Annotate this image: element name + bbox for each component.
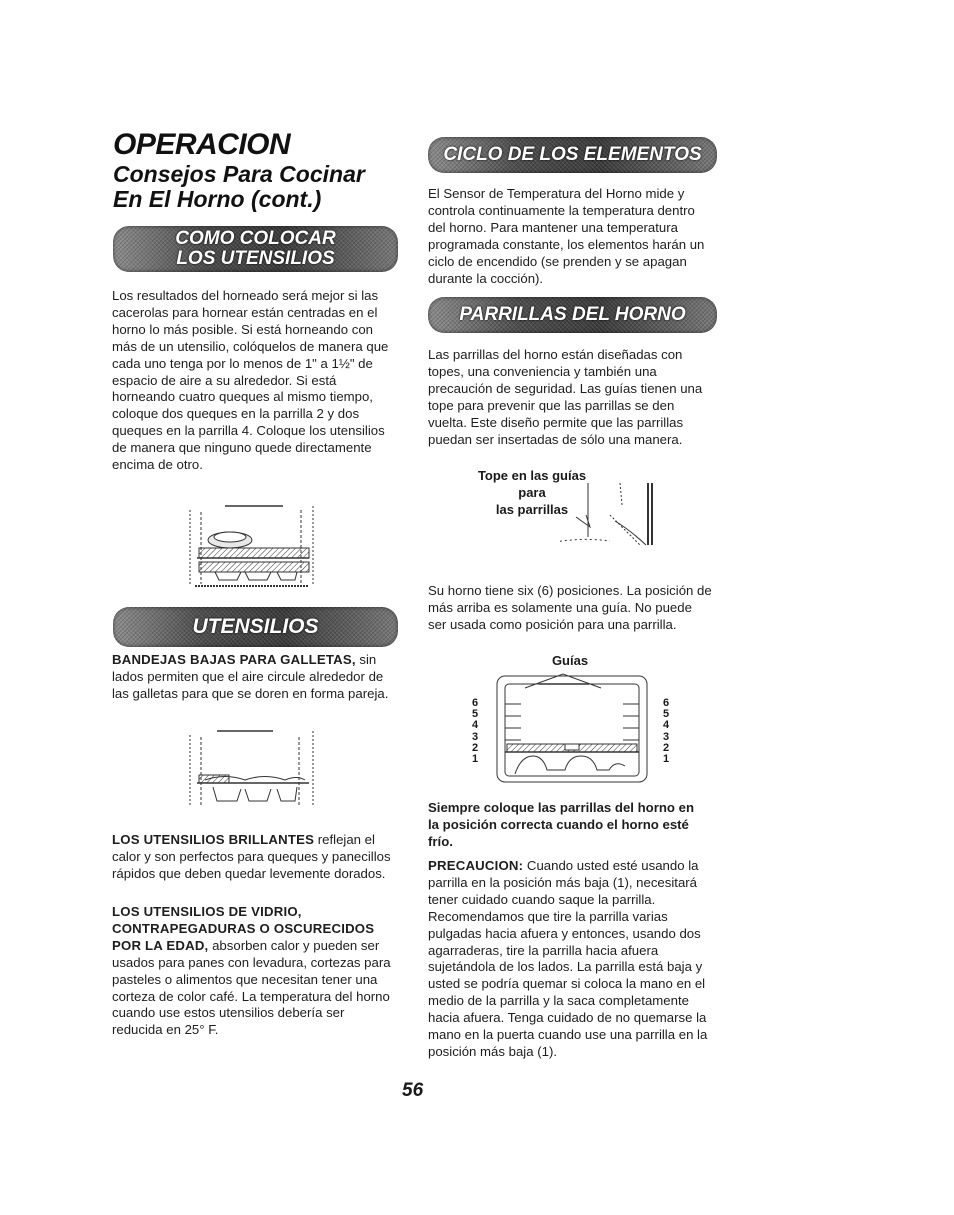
caption-line-3: las parrillas (495, 502, 569, 517)
banner-ciclo-label: CICLO DE LOS ELEMENTOS (443, 144, 702, 165)
rack-stop-figure (560, 475, 670, 555)
oven-guides-figure (485, 670, 655, 785)
paragraph-vidrio (112, 904, 397, 1039)
section-banner-utensilios (113, 607, 398, 647)
bandejas-label: BANDEJAS BAJAS PARA GALLETAS, (112, 652, 356, 667)
position-4-right: 4 (663, 719, 670, 732)
vidrio-text: absorben calor y pueden ser usados para panes con levadura, cortezas para pasteles o alimentos que necesitan tener una corteza de color café. La temperatura del horno cuando use estos utensilios debería ser reducida en 25° F. (112, 937, 391, 1038)
page-number: 56 (402, 1080, 424, 1101)
section-banner-parrillas (428, 297, 717, 333)
position-1-right: 1 (663, 753, 670, 766)
guides-label: Guías (551, 653, 589, 668)
positions-left (472, 698, 478, 765)
position-3-right: 3 (663, 730, 670, 743)
paragraph-posiciones: Su horno tiene six (6) posiciones. La posición de más arriba es solamente una guía. No puede ser usada como posición para una parrilla. (428, 583, 712, 632)
paragraph-parrillas: Las parrillas del horno están diseñadas con topes, una conveniencia y también una precaución de seguridad. Las guías tienen una tope para prevenir que las parrillas se den vuelta. Este diseño permite que las parrillas puedan ser insertadas de sólo una manera. (428, 347, 703, 447)
paragraph-brillantes (112, 832, 397, 883)
position-6-left: 6 (472, 697, 479, 709)
bandejas-text: sin lados permiten que el aire circule alrededor de las galletas para que se doren en forma pareja. (112, 652, 389, 701)
brillantes-label: LOS UTENSILIOS BRILLANTES (112, 832, 315, 847)
page-subtitle: Consejos Para Cocinar En El Horno (cont.) (113, 161, 365, 212)
cookie-sheet-figure (185, 725, 320, 810)
paragraph-precaucion (428, 858, 713, 1061)
vidrio-label: LOS UTENSILIOS DE VIDRIO, CONTRAPEGADURAS O OSCURECIDOS POR LA EDAD, (112, 904, 375, 953)
position-4-left: 4 (472, 719, 479, 732)
page-title: OPERACION (113, 128, 291, 161)
oven-cakes-figure (185, 500, 320, 592)
position-5-left: 5 (472, 708, 479, 721)
paragraph-ciclo: El Sensor de Temperatura del Horno mide y controla continuamente la temperatura dentro del horno. Para mantener una temperatura programada constante, los elementos harán un ciclo de encendido (se prenden y se apagan durante la cocción). (428, 186, 705, 286)
paragraph-como-colocar: Los resultados del horneado será mejor si las cacerolas para hornear están centradas en el horno lo más posible. Si está horneando con más de un utensilio, colóquelos de manera que cada uno tenga por lo menos de 1" a 1½" de espacio de aire a su alrededor. Si está horneando cuatro queques al mismo tiempo, coloque dos queques en la parrilla 2 y dos queques en la parrilla 4. Coloque los utensilios de manera que ninguno quede directamente encima de otro. (112, 288, 389, 473)
banner-utensilios-label: UTENSILIOS (192, 615, 319, 638)
precaucion-text: Cuando usted esté usando la parrilla en la posición más baja (1), necesitará tener cuidado cuando saque la parrilla. Recomendamos que tire la parrilla varias pulgadas hacia afuera y entonces, usando dos agarraderas, tire la parrilla hacia afuera sujetándola de los lados. La parrilla está baja y usted se podría quemar si coloca la mano en el medio de la parrilla y la saca completamente hacia afuera. Tenga cuidado de no quemarse la mano en la puerta cuando use una parrilla en la posición más baja (1). (428, 858, 708, 1059)
warning-text: Siempre coloque las parrillas del horno en la posición correcta cuando el horno esté frío. (428, 800, 695, 849)
caption-line-2: para (518, 485, 546, 500)
position-5-right: 5 (663, 708, 670, 721)
brillantes-text: reflejan el calor y son perfectos para queques y panecillos rápidos que deben quedar levemente dorados. (112, 832, 391, 881)
section-banner-como-colocar (113, 226, 398, 272)
position-2-right: 2 (663, 741, 670, 754)
banner-line-1: COMO COLOCAR (175, 228, 336, 249)
paragraph-bandejas (112, 652, 397, 703)
position-3-left: 3 (472, 730, 479, 743)
banner-parrillas-label: PARRILLAS DEL HORNO (459, 304, 686, 325)
precaucion-label: PRECAUCION: (428, 858, 524, 873)
position-6-right: 6 (663, 697, 670, 709)
caption-line-1: Tope en las guías (477, 468, 587, 483)
section-banner-ciclo (428, 137, 717, 173)
banner-line-2: LOS UTENSILIOS (176, 248, 335, 269)
position-1-left: 1 (472, 753, 479, 766)
position-2-left: 2 (472, 741, 479, 754)
positions-right (663, 698, 669, 765)
